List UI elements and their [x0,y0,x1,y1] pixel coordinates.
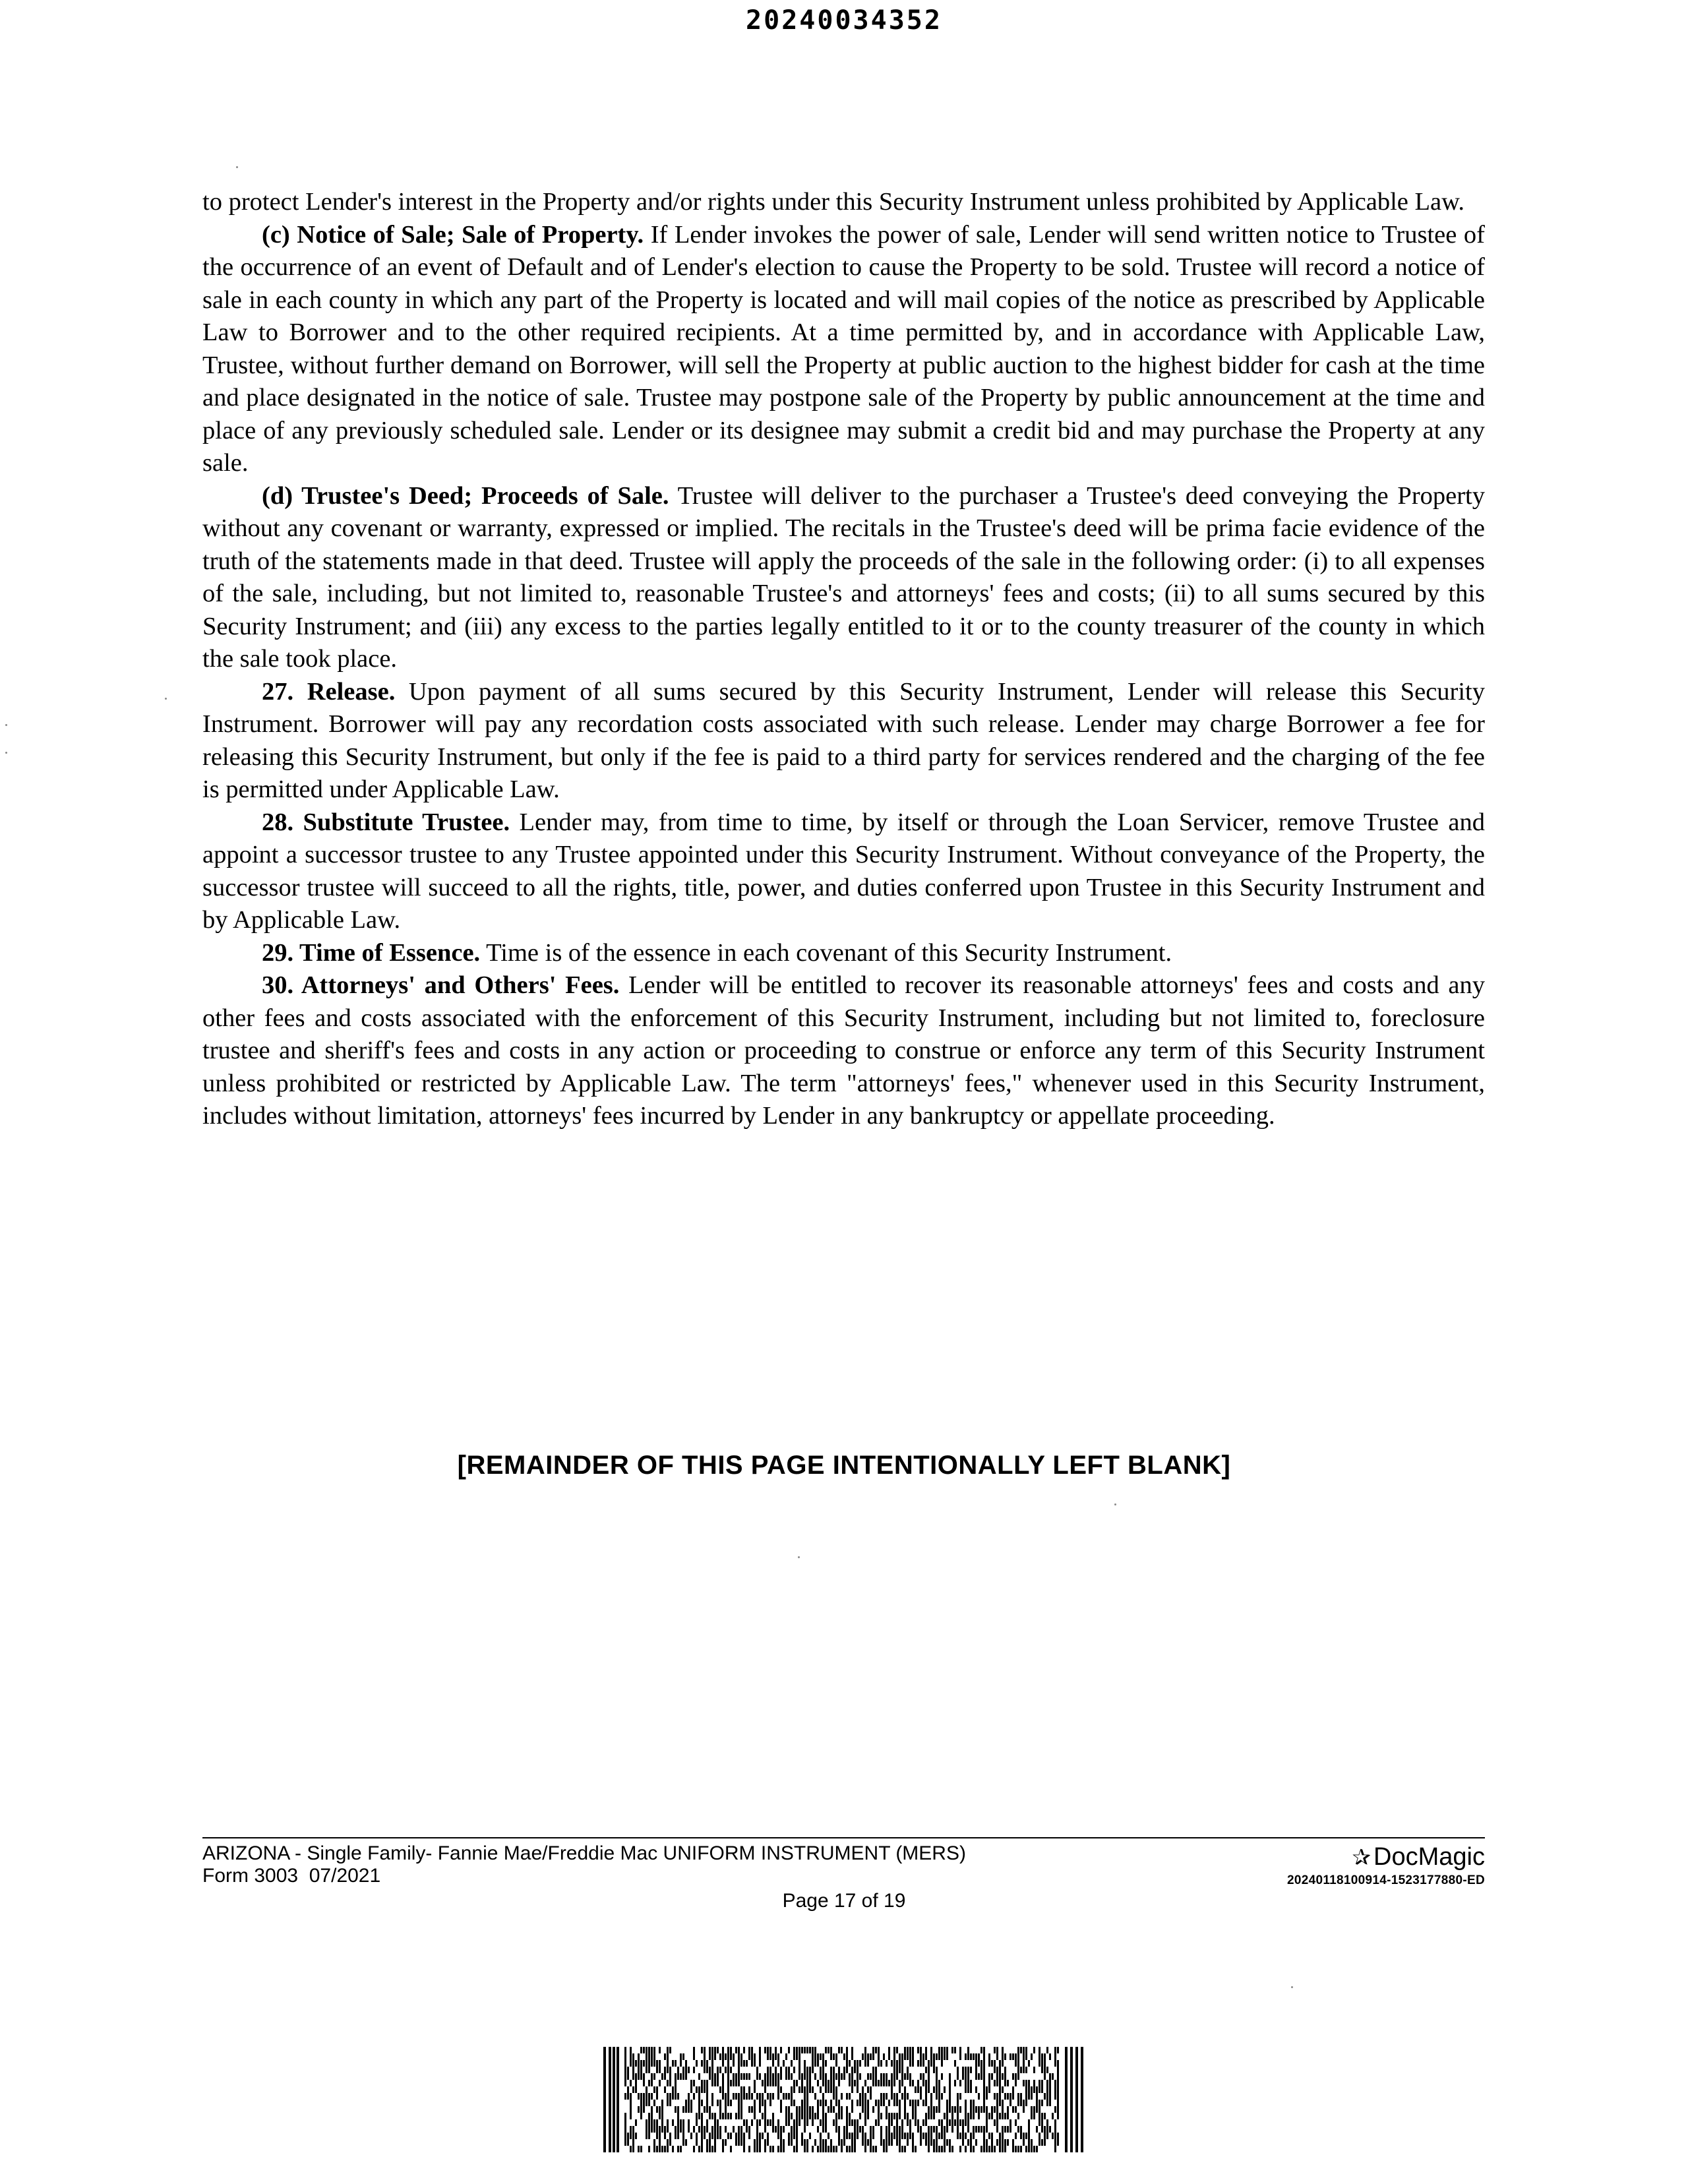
page-number: Page 17 of 19 [782,1890,906,1912]
scan-speck [5,752,7,754]
footer-form-number: Form 3003 07/2021 [202,1865,381,1887]
scan-speck [1114,1503,1116,1505]
paragraph-text: to protect Lender's interest in the Property and/or rights under this Security Instrument unless prohibited by Applicable Law. [202,188,1465,216]
brand-name: DocMagic [1373,1843,1485,1871]
paragraph-attorneys-fees [202,969,1485,1133]
blank-page-notice: [REMAINDER OF THIS PAGE INTENTIONALLY LEFT BLANK] [457,1451,1231,1480]
paragraph-release [202,676,1485,806]
paragraph-text: If Lender invokes the power of sale, Lender will send written notice to Trustee of the occurrence of an event of Default and of Lender's election to cause the Property to be sold. Trustee will record a notice of sale in each county in which any part of the Property is located and will mail copies of the notice as prescribed by Applicable Law to Borrower and to the other required recipients. At a time permitted by, and in accordance with Applicable Law, Trustee, without further demand on Borrower, will sell the Property at public auction to the highest bidder for cash at the time and place designated in the notice of sale. Trustee may postpone sale of the Property by public announcement at the time and place of any previously scheduled sale. Lender or its designee may submit a credit bid and may purchase the Property at any sale. [202,220,1486,477]
paragraph-continuation [202,186,1485,219]
footer-form-info [202,1842,966,1887]
paragraph-heading: (d) Trustee's Deed; Proceeds of Sale. [262,481,669,510]
recording-number: 20240034352 [746,5,942,36]
paragraph-heading: 28. Substitute Trustee. [262,808,510,836]
paragraph-time-of-essence [202,937,1485,970]
footer-form-title: ARIZONA - Single Family- Fannie Mae/Freddie Mac UNIFORM INSTRUMENT (MERS) [202,1842,966,1864]
footer-divider [202,1837,1485,1838]
star-icon: ✰ [1352,1845,1372,1870]
paragraph-notice-of-sale [202,219,1485,480]
document-code: 20240118100914-1523177880-ED [1286,1873,1485,1887]
paragraph-text: Trustee will deliver to the purchaser a Trustee's deed conveying the Property without any covenant or warranty, expressed or implied. The recitals in the Trustee's deed will be prima facie evidence of the truth of the statements made in that deed. Trustee will apply the proceeds of the sale in the following order: (i) to all expenses of the sale, including, but not limited to, reasonable Trustee's and attorneys' fees and costs; (ii) to all sums secured by this Security Instrument; and (iii) any excess to the parties legally entitled to it or to the county treasurer of the county in which the sale took place. [202,481,1485,673]
paragraph-heading: 27. Release. [262,677,396,706]
paragraph-text: Lender will be entitled to recover its reasonable attorneys' fees and costs and any other fees and costs associated with the enforcement of this Security Instrument, including but not limited to, foreclosure trustee and sheriff's fees and costs in any action or proceeding to construe or enforce any term of this Security Instrument unless prohibited or restricted by Applicable Law. The term "attorneys' fees," whenever used in this Security Instrument, includes without limitation, attorneys' fees incurred by Lender in any bankruptcy or appellate proceeding. [202,971,1486,1130]
paragraph-heading: (c) Notice of Sale; Sale of Property. [262,220,644,249]
paragraph-substitute-trustee [202,806,1485,937]
scan-speck [798,1556,800,1558]
paragraph-text: Time is of the essence in each covenant of this Security Instrument. [480,938,1172,967]
scan-speck [5,724,7,726]
scan-speck [236,166,238,168]
scan-speck [165,698,167,700]
paragraph-trustees-deed [202,480,1485,676]
document-body [202,186,1485,1133]
scan-speck [1291,1986,1293,1988]
docmagic-logo [1287,1844,1485,1888]
paragraph-text: Lender may, from time to time, by itself or through the Loan Servicer, remove Trustee and appoint a successor trustee to any Trustee appointed under this Security Instrument. Without conveyance of the Property, the successor trustee will succeed to all the rights, title, power, and duties conferred upon Trustee in this Security Instrument and by Applicable Law. [202,808,1485,934]
barcode-icon [603,2047,1085,2152]
paragraph-heading: 29. Time of Essence. [262,938,481,967]
paragraph-heading: 30. Attorneys' and Others' Fees. [262,971,620,999]
paragraph-text: Upon payment of all sums secured by this Security Instrument, Lender will release this Security Instrument. Borrower will pay any recordation costs associated with such release. Lender may charge Borrower a fee for releasing this Security Instrument, but only if the fee is paid to a third party for services rendered and the charging of the fee is permitted under Applicable Law. [202,677,1485,803]
